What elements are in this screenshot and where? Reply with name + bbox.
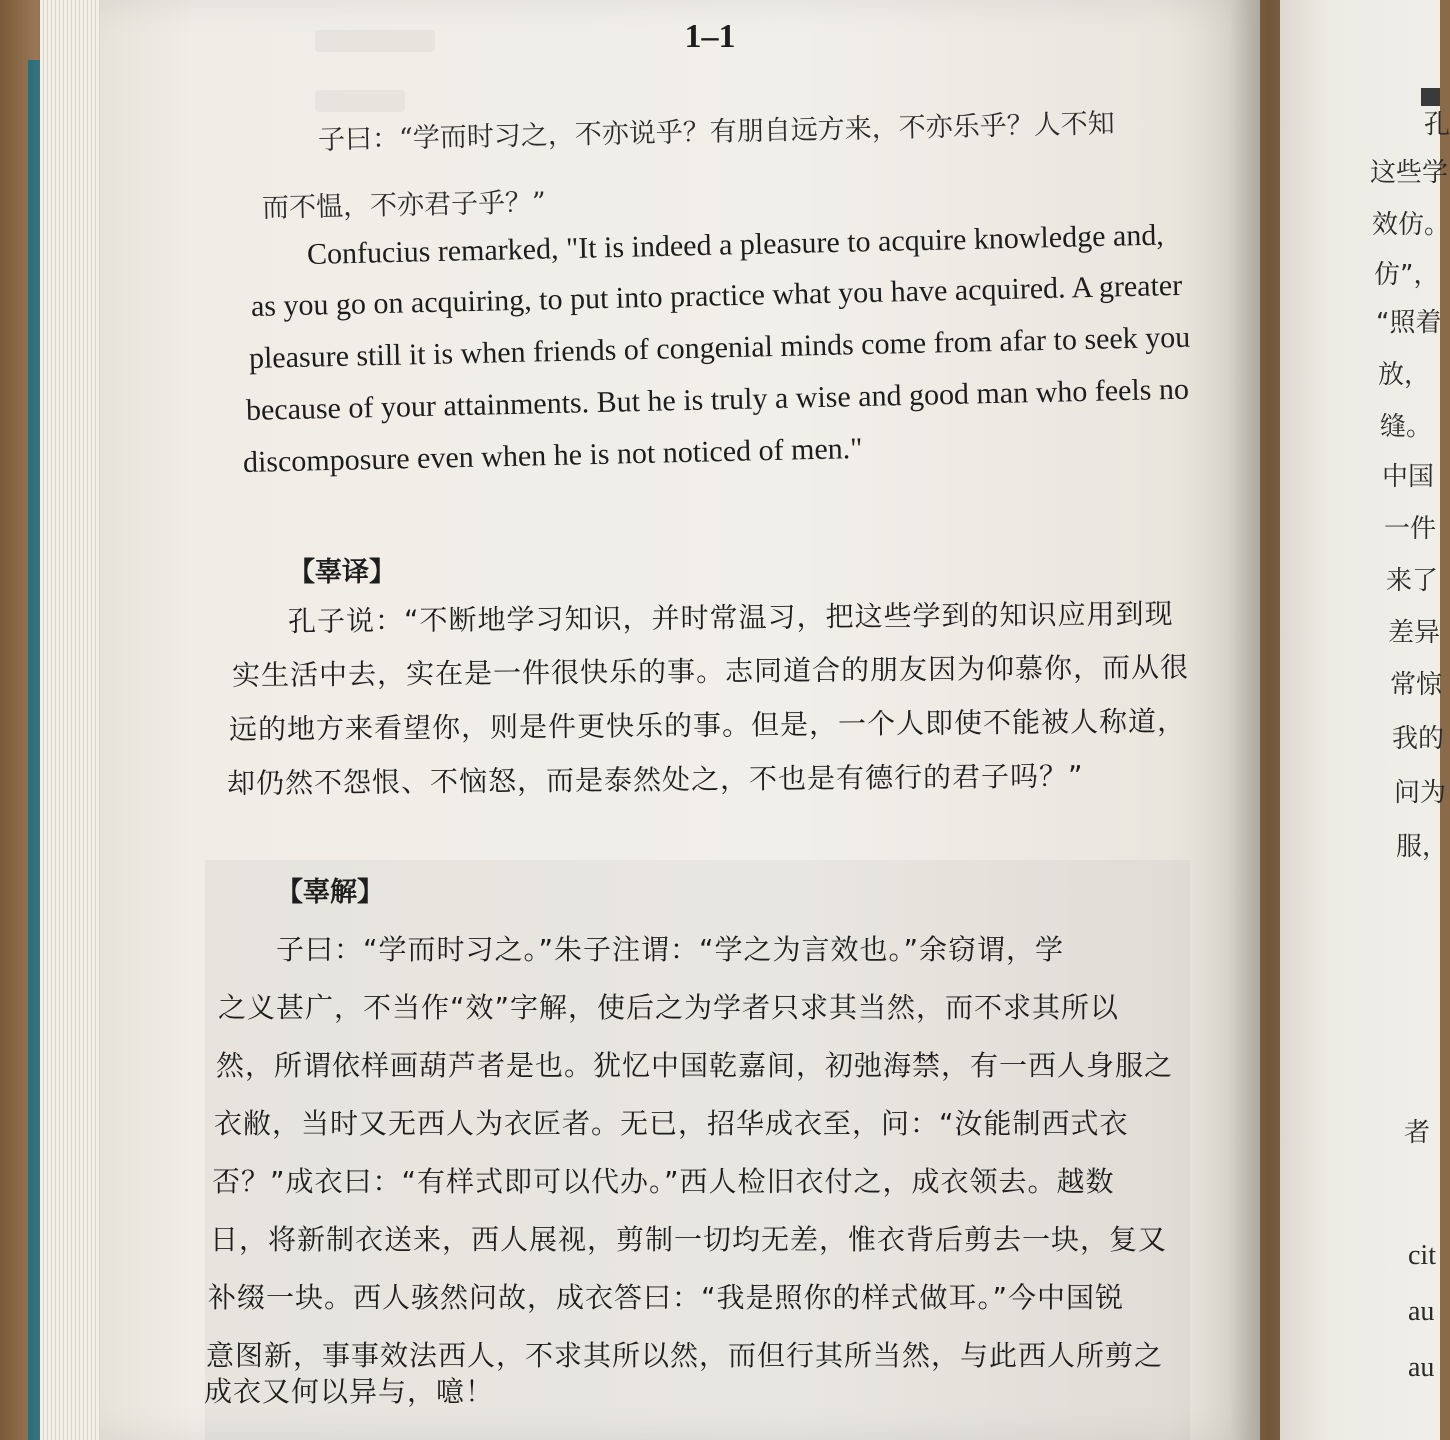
commentary-line: 补缀一块。西人骇然问故，成衣答曰：“我是照你的样式做耳。”今中国锐 [208, 1281, 1125, 1314]
right-page-fragment: 差异 [1388, 618, 1441, 648]
right-page-fragment: cit [1408, 1240, 1436, 1271]
right-page-fragment: 者 [1404, 1118, 1431, 1148]
right-page-fragment: 中国 [1382, 462, 1435, 492]
right-page-fragment: 这些学 [1370, 158, 1449, 188]
right-page-fragment: 问为 [1394, 778, 1447, 808]
original-text-line: 子曰：“学而时习之，不亦说乎？有朋自远方来，不亦乐乎？人不知 [317, 108, 1116, 156]
right-page-fragment: 我的 [1392, 724, 1445, 754]
right-page-fragment: 缝。 [1380, 412, 1433, 442]
english-translation-line: pleasure still it is when friends of congenial minds come from afar to seek you [248, 320, 1191, 375]
commentary-line: 意图新，事事效法西人，不求其所以然，而但行其所当然，与此西人所剪之 [206, 1339, 1164, 1372]
right-page-fragment: 服， [1396, 832, 1449, 862]
translation-section-label: 【辜译】 [288, 557, 396, 588]
english-translation-line: as you go on acquiring, to put into practice what you have acquired. A greater [250, 268, 1183, 323]
right-page-fragment: au [1408, 1296, 1435, 1327]
english-translation-line: Confucius remarked, "It is indeed a pleasure to acquire knowledge and, [306, 218, 1165, 271]
passage-number: 1–1 [684, 18, 736, 55]
right-page-fragment: 仿”， [1374, 260, 1440, 290]
right-page-fragment: 孔 [1424, 110, 1450, 140]
english-translation-line: discomposure even when he is not noticed of men." [242, 431, 863, 479]
translation-line: 实生活中去，实在是一件很快乐的事。志同道合的朋友因为仰慕你，而从很 [231, 650, 1190, 692]
right-page-fragment: 效仿。 [1372, 210, 1450, 240]
translation-line: 孔子说：“不断地学习知识，并时常温习，把这些学到的知识应用到现 [287, 597, 1174, 638]
commentary-section-label: 【辜解】 [276, 877, 384, 908]
commentary-line: 否？”成衣曰：“有样式即可以代办。”西人检旧衣付之，成衣领去。越数 [212, 1165, 1115, 1198]
translation-line: 远的地方来看望你，则是件更快乐的事。但是，一个人即使不能被人称道， [228, 704, 1187, 746]
original-text-line: 而不愠，不亦君子乎？” [261, 187, 547, 224]
right-page-fragment: 一件 [1384, 514, 1437, 544]
english-translation-line: because of your attainments. But he is truly a wise and good man who feels no [245, 372, 1190, 427]
right-page-fragment: 来了 [1386, 566, 1439, 596]
show-through-line [315, 90, 405, 112]
commentary-line: 之义甚广，不当作“效”字解，使后之为学者只求其当然，而不求其所以 [218, 991, 1120, 1024]
right-page-fragment: au [1408, 1352, 1435, 1383]
right-page-fragment: “照着 [1376, 308, 1442, 338]
translation-line: 却仍然不怨恨、不恼怒，而是泰然处之，不也是有德行的君子吗？” [226, 759, 1084, 800]
commentary-line: 成衣又何以异与，噫！ [204, 1375, 495, 1408]
right-page-fragment: 常惊 [1390, 670, 1443, 700]
commentary-line: 日，将新制衣送来，西人展视，剪制一切均无差，惟衣背后剪去一块，复又 [210, 1223, 1168, 1256]
commentary-line: 子曰：“学而时习之。”朱子注谓：“学之为言效也。”余窃谓，学 [276, 933, 1065, 966]
commentary-line: 然，所谓依样画葫芦者是也。犹忆中国乾嘉间，初弛海禁，有一西人身服之 [216, 1049, 1174, 1082]
right-page-fragment: 放， [1378, 360, 1431, 390]
commentary-line: 衣敝，当时又无西人为衣匠者。无已，招华成衣至，问：“汝能制西式衣 [214, 1107, 1129, 1140]
show-through-line [315, 30, 435, 52]
